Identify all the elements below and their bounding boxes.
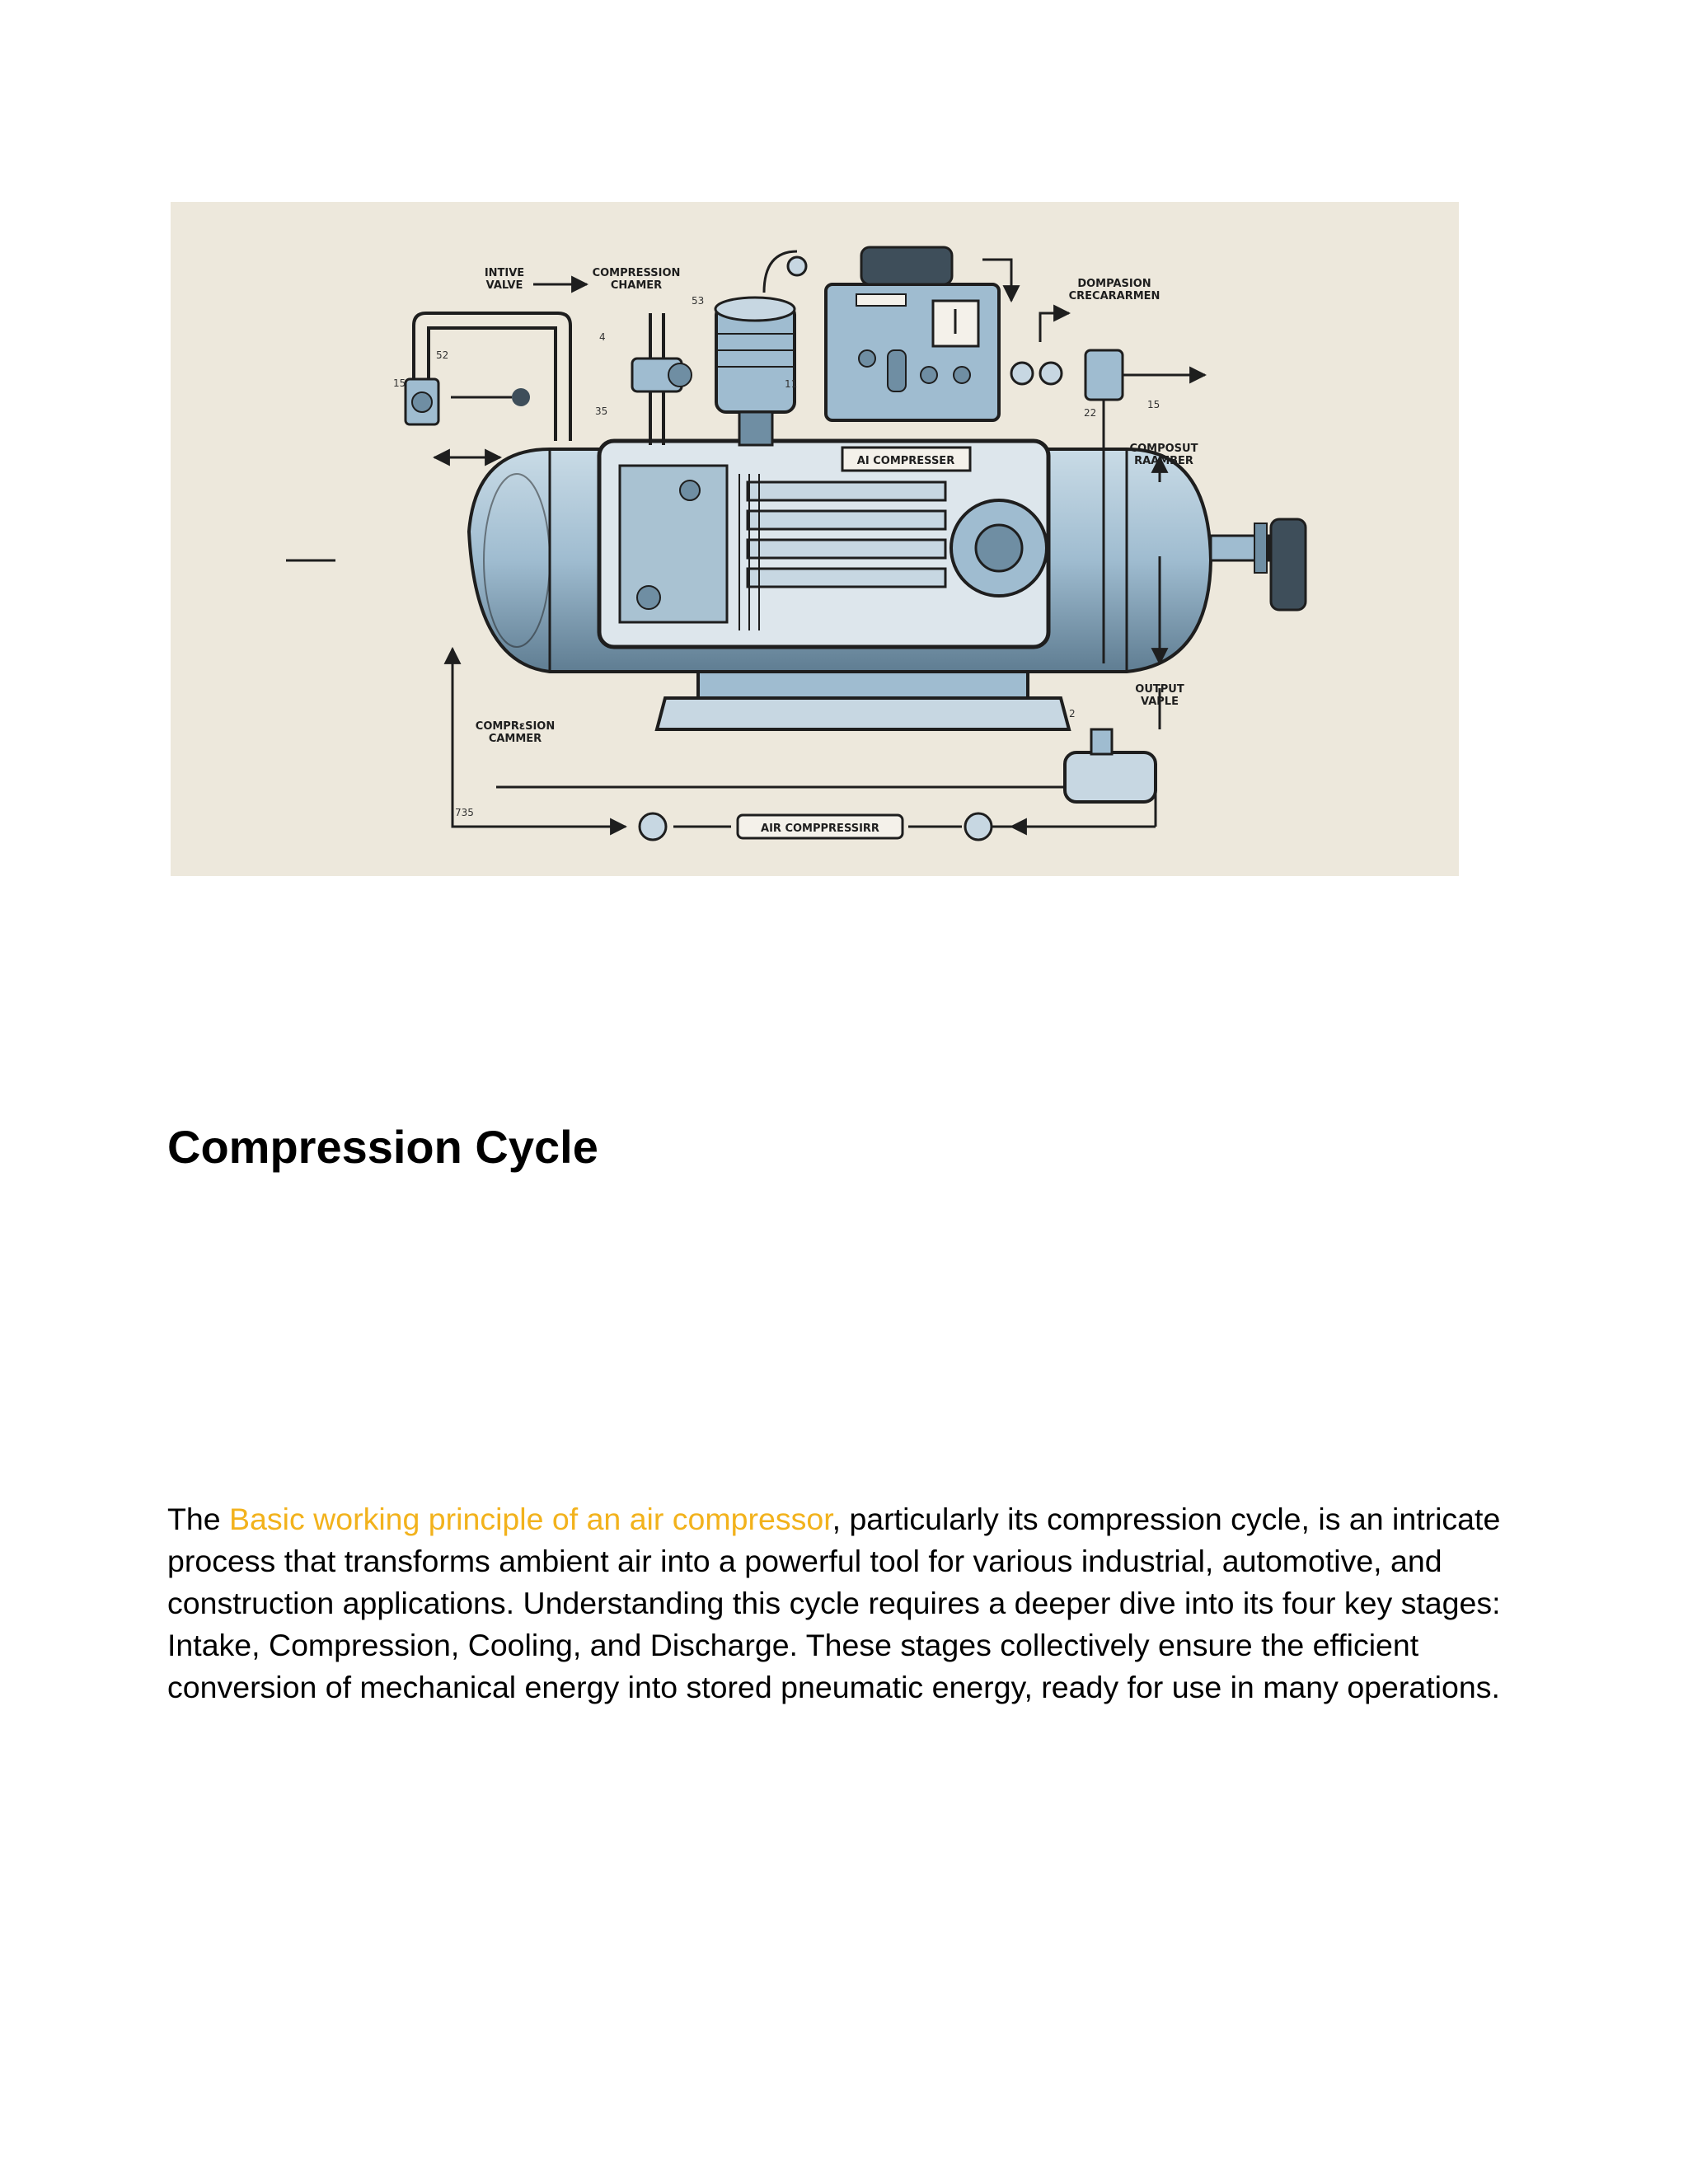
compresion-cammer-label-2: CAMMER <box>488 733 542 745</box>
callout-15b: 15 <box>1147 399 1160 410</box>
intive-valve-label-1: INTIVE <box>484 267 525 279</box>
callout-735: 735 <box>455 807 474 818</box>
basic-working-principle-link[interactable]: Basic working principle of an air compressor <box>229 1502 832 1536</box>
diagram-svg <box>171 202 1459 876</box>
gauge-left-icon <box>640 813 666 840</box>
air-compressor-diagram <box>171 202 1459 876</box>
callout-22: 22 <box>1084 407 1097 419</box>
callout-4: 4 <box>599 331 606 343</box>
composut-label-2: RAAMBER <box>1134 455 1193 467</box>
air-compressirr-label: AIR COMPPRESSIRR <box>761 823 879 835</box>
ai-compresser-label: AI COMPRESSER <box>856 455 955 467</box>
callout-2: 2 <box>1069 708 1076 719</box>
callout-35: 35 <box>595 405 608 417</box>
callout-52: 52 <box>436 349 449 361</box>
dompasion-label-1: DOMPASION <box>1077 278 1151 290</box>
paragraph-prefix: The <box>167 1502 230 1536</box>
base-stand <box>657 672 1069 729</box>
intive-valve-label-2: VALVE <box>485 279 523 292</box>
compression-chamer-label-2: CHAMER <box>610 279 663 292</box>
compression-chamer-label-1: COMPRESSION <box>592 267 681 279</box>
paragraph-suffix: , particularly its compression cycle, is an intricate process that transforms ambient air into a powerful tool for various industrial, automotive, and construction applications. Understanding this cycle requires a deeper dive into its four key stages: Intake, Compression, Cooling, and Discharge. These stages collectively ensure the efficient conversion of mechanical energy into stored pneumatic energy, ready for use in many operations. <box>167 1502 1501 1704</box>
callout-15a: 15 <box>393 377 406 389</box>
gauge-right-icon <box>965 813 992 840</box>
callout-11: 11 <box>785 378 798 390</box>
composut-label-1: COMPOSUT <box>1129 443 1198 455</box>
cutaway-chamber <box>599 441 1048 647</box>
gauge-top-icon <box>788 257 806 275</box>
callout-53: 53 <box>692 295 705 307</box>
dompasion-label-2: CRECARARMEN <box>1068 290 1160 302</box>
body-paragraph <box>167 1498 1519 1708</box>
output-label-2: VAPLE <box>1141 696 1179 708</box>
output-label-1: OUTPUT <box>1135 683 1184 696</box>
section-heading: Compression Cycle <box>167 1121 598 1173</box>
compresion-cammer-label-1: COMPRεSION <box>475 720 556 733</box>
